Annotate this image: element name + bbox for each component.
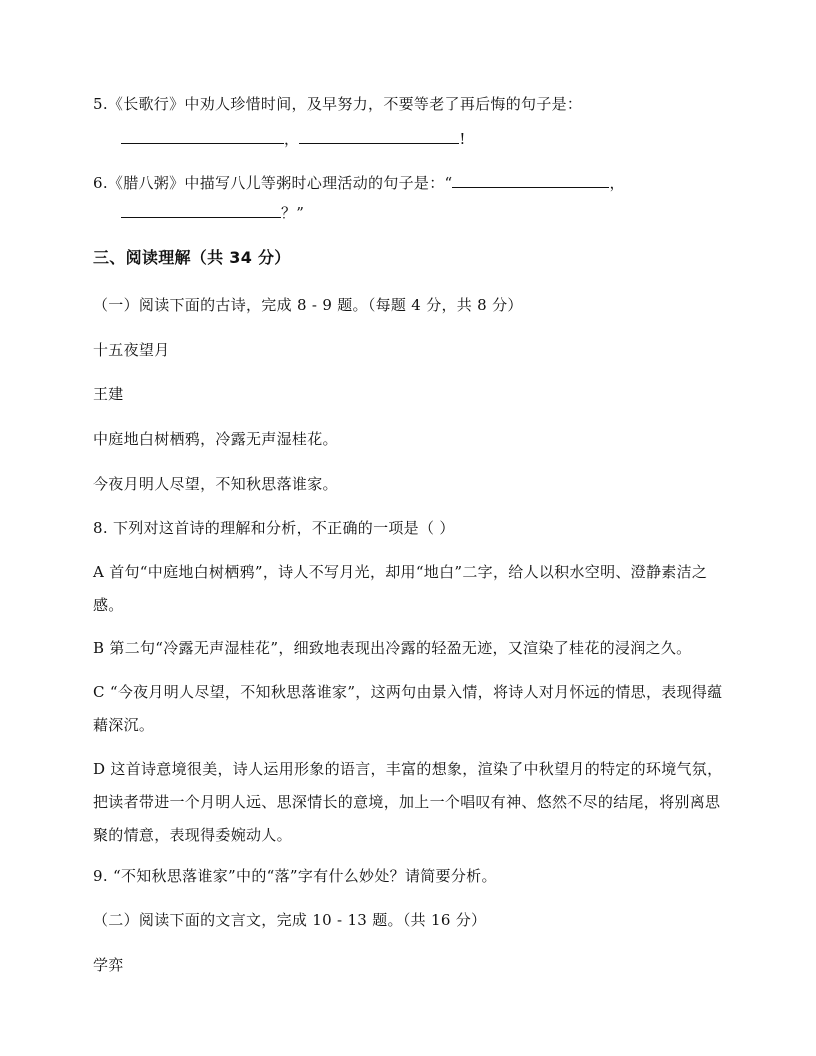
classical-text-title: 学弈: [93, 956, 124, 974]
question-5-prompt: [93, 94, 582, 114]
poem-line-2: 今夜月明人尽望，不知秋思落谁家。: [93, 475, 338, 493]
answer-end-mark: !: [459, 130, 466, 148]
question-8-option-d: D 这首诗意境很美，诗人运用形象的语言，丰富的想象，渲染了中秋望月的特定的环境气氛，把读者带进一个月明人远、思深情长的意境，加上一个唱叹有神、悠然不尽的结尾，将别离思聚的情意，表现得委婉动人。: [93, 760, 723, 844]
question-8-option-c: C “今夜月明人尽望，不知秋思落谁家”，这两句由景入情，将诗人对月怀远的情思，表现得蕴藉深沉。: [93, 683, 723, 734]
question-6-text: 6.《腊八粥》中描写八儿等粥时心理活动的句子是：“: [93, 174, 453, 192]
answer-separator: ，: [284, 130, 300, 148]
question-8-option-b: B 第二句“冷露无声湿桂花”，细致地表现出冷露的轻盈无迹，又渲染了桂花的浸润之久。: [93, 639, 692, 657]
part-1-intro: （一）阅读下面的古诗，完成 8 - 9 题。（每题 4 分，共 8 分）: [93, 296, 523, 314]
section-heading: 三、阅读理解（共 34 分）: [93, 248, 291, 267]
question-5-text: 5.《长歌行》中劝人珍惜时间，及早努力，不要等老了再后悔的句子是：: [93, 95, 583, 113]
question-6-prompt: [93, 171, 625, 193]
answer-blank-6b[interactable]: [121, 201, 281, 218]
poem-author: 王建: [93, 385, 124, 403]
answer-blank-6a[interactable]: [452, 171, 609, 188]
question-6-answer-line: [121, 201, 304, 223]
poem-title: 十五夜望月: [93, 341, 170, 359]
answer-blank-5b[interactable]: [299, 127, 459, 144]
question-8-option-a: A 首句“中庭地白树栖鸦”，诗人不写月光，却用“地白”二字，给人以积水空明、澄静素洁之感。: [93, 563, 708, 614]
question-9-stem: 9. “不知秋思落谁家”中的“落”字有什么妙处？请简要分析。: [93, 867, 497, 885]
answer-separator: ，: [609, 174, 625, 192]
answer-blank-5a[interactable]: [121, 127, 284, 144]
answer-end-mark: ？”: [281, 204, 305, 222]
question-5-answer-line: [121, 127, 466, 149]
question-8-stem: 8. 下列对这首诗的理解和分析，不正确的一项是（ ）: [93, 519, 455, 537]
part-2-intro: （二）阅读下面的文言文，完成 10 - 13 题。（共 16 分）: [93, 911, 487, 929]
poem-line-1: 中庭地白树栖鸦，冷露无声湿桂花。: [93, 430, 338, 448]
